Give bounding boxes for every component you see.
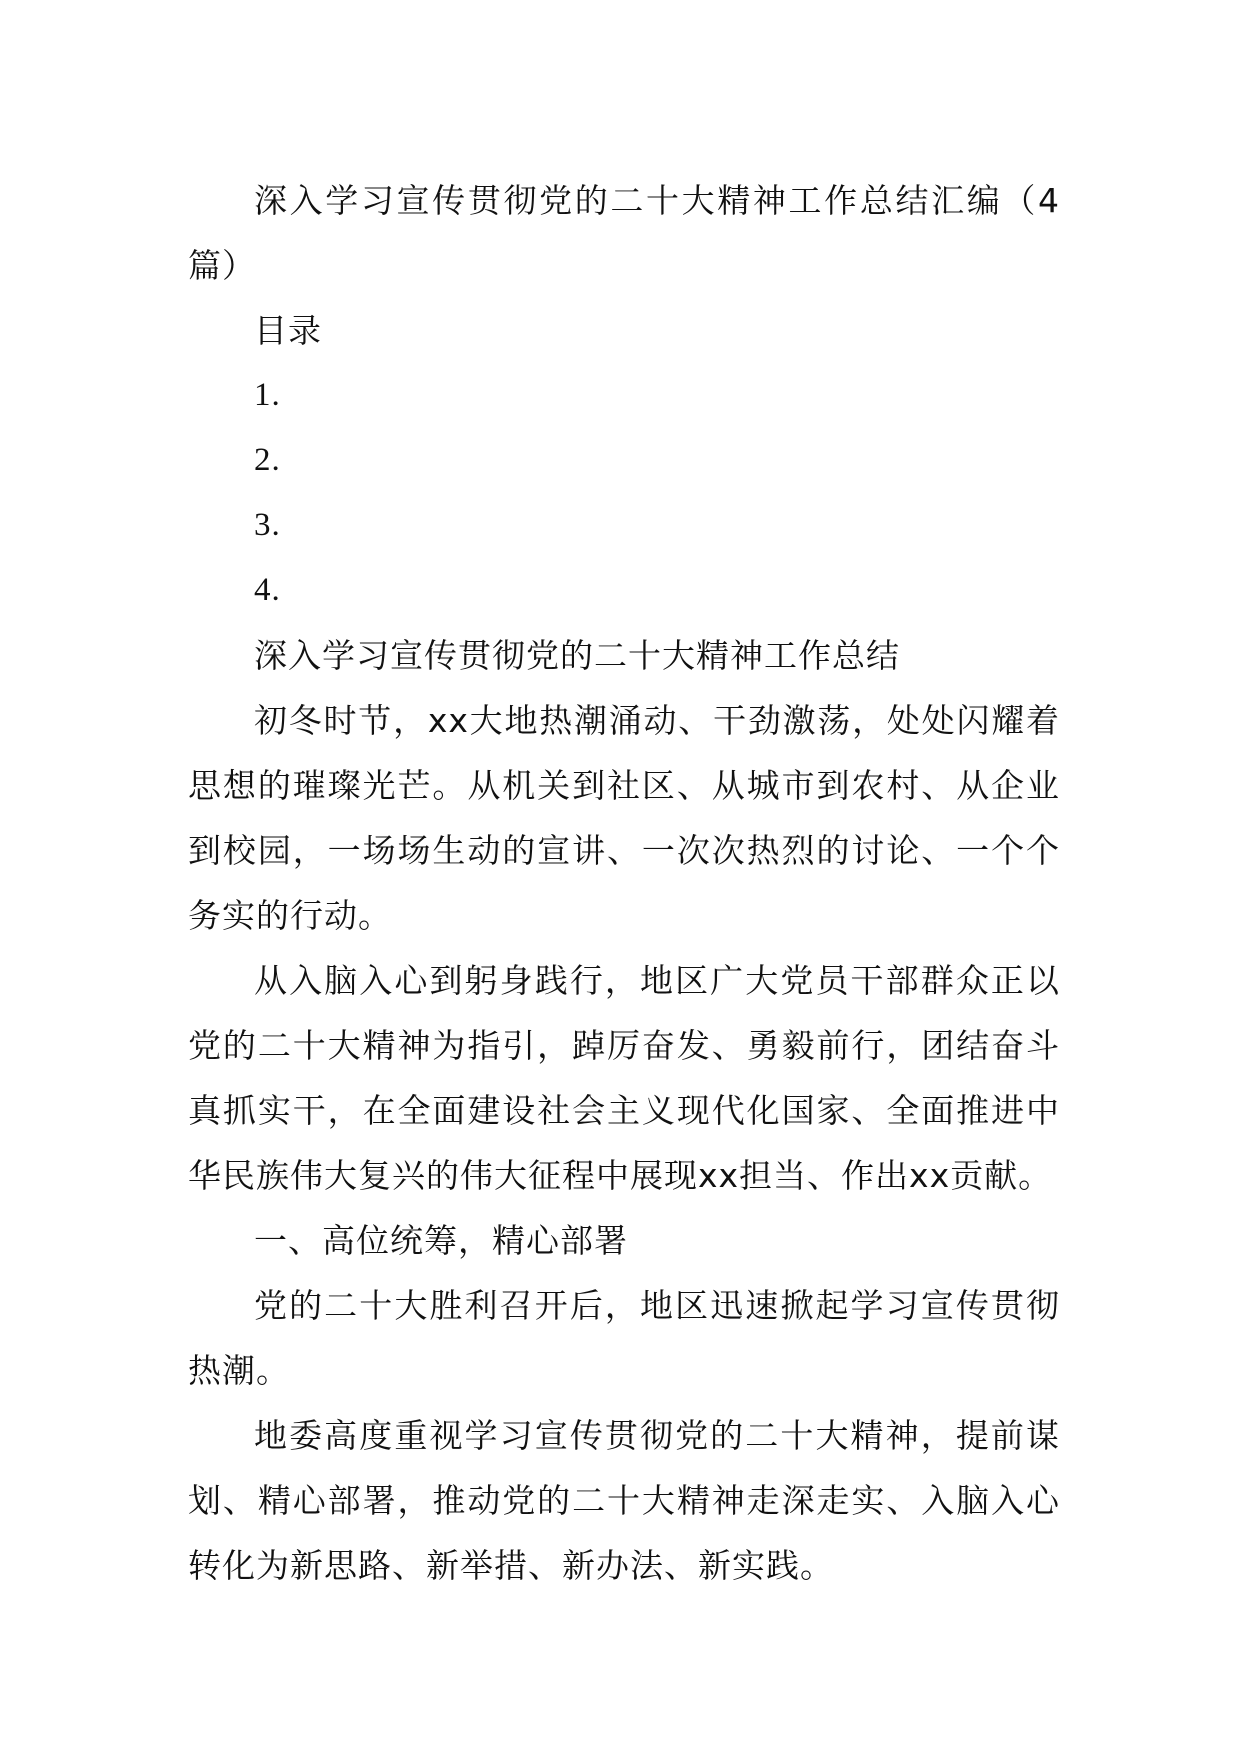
document-body [188, 168, 1060, 1598]
document-title: 深入学习宣传贯彻党的二十大精神工作总结汇编（4篇） [188, 181, 1060, 285]
toc-item: 3. [254, 507, 281, 543]
toc-item: 1. [254, 377, 281, 413]
body-paragraph: 初冬时节，xx大地热潮涌动、干劲激荡，处处闪耀着思想的璀璨光芒。从机关到社区、从城市到农村、从企业到校园，一场场生动的宣讲、一次次热烈的讨论、一个个务实的行动。 [188, 701, 1060, 935]
section-heading: 一、高位统筹，精心部署 [254, 1221, 628, 1260]
toc-item: 4. [254, 572, 281, 608]
body-paragraph: 地委高度重视学习宣传贯彻党的二十大精神，提前谋划、精心部署，推动党的二十大精神走深走实、入脑入心转化为新思路、新举措、新办法、新实践。 [188, 1416, 1060, 1585]
body-paragraph: 党的二十大胜利召开后，地区迅速掀起学习宣传贯彻热潮。 [188, 1286, 1060, 1390]
toc-item: 2. [254, 442, 281, 478]
section-title: 深入学习宣传贯彻党的二十大精神工作总结 [254, 636, 900, 675]
body-paragraph: 从入脑入心到躬身践行，地区广大党员干部群众正以党的二十大精神为指引，踔厉奋发、勇毅前行，团结奋斗真抓实干，在全面建设社会主义现代化国家、全面推进中华民族伟大复兴的伟大征程中展现xx担当、作出xx贡献。 [188, 961, 1060, 1195]
toc-heading: 目录 [254, 311, 322, 350]
